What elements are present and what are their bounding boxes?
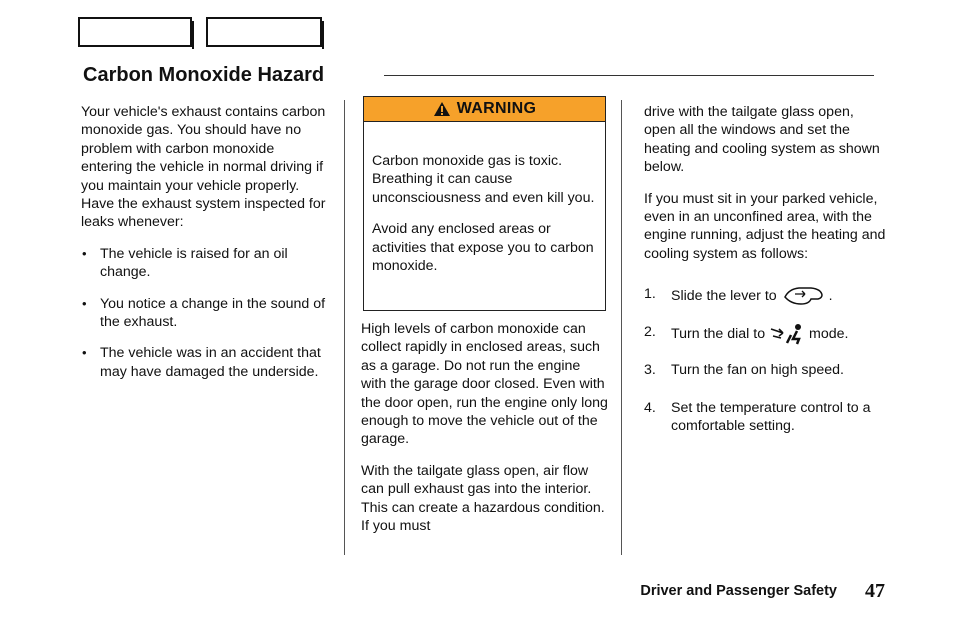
page-title: Carbon Monoxide Hazard [83,64,325,86]
column-divider [621,100,622,555]
section-name: Driver and Passenger Safety [640,583,837,599]
column-right [644,103,888,435]
nav-button-next[interactable] [206,17,322,47]
column-divider [344,100,345,555]
column-left [81,103,327,381]
step-text: Turn the dial to [671,326,766,342]
step-number: 1. [644,286,656,303]
step-text: Set the temperature control to a comfortable setting. [671,399,871,435]
body-paragraph: If you must sit in your parked vehicle, even in an unconfined area, with the engine running, adjust the heating and cooling system as follows: [644,190,886,262]
warning-text: Carbon monoxide gas is toxic. Breathing it can cause unconsciousness and even kill you. [372,153,595,206]
warning-text: Avoid any enclosed areas or activities that expose you to carbon monoxide. [372,221,594,275]
list-item: • You notice a change in the sound of the exhaust. [81,295,327,332]
title-rule [384,75,874,76]
warning-header [364,97,605,122]
body-paragraph: drive with the tailgate glass open, open all the windows and set the heating and cooling system as shown below. [644,104,880,176]
intro-paragraph: Your vehicle's exhaust contains carbon monoxide gas. You should have no problem with carbon monoxide entering the vehicle in normal driving if you maintain your vehicle properly. Have the exhaust system inspected for leaks whenever: [81,104,326,231]
steps-list [644,285,888,435]
list-item [644,323,888,345]
fresh-air-icon [781,285,825,307]
page-number: 47 [865,580,885,602]
body-paragraph: With the tailgate glass open, air flow can pull exhaust gas into the interior. This can create a hazardous condition. If you must [361,462,605,535]
vent-mode-icon [769,323,805,345]
nav-button-previous[interactable] [78,17,192,47]
list-item [644,361,888,379]
list-item: • The vehicle is raised for an oil change. [81,245,327,282]
list-item [644,399,888,436]
step-number: 3. [644,362,656,379]
body-paragraph: High levels of carbon monoxide can collect rapidly in enclosed areas, such as a garage. Do not run the engine with the garage door closed. Even with the door open, run the engine only long enough to move the vehicle out of the garage. [361,321,608,448]
step-text: . [828,288,833,304]
list-item [644,285,888,307]
column-middle [361,320,609,535]
step-text: mode. [809,326,849,342]
warning-box [363,96,606,311]
step-number: 2. [644,324,656,341]
warning-label: WARNING [456,100,537,117]
warning-triangle-icon [433,101,451,117]
list-item: • The vehicle was in an accident that may have damaged the underside. [81,344,327,381]
step-number: 4. [644,399,656,416]
step-text: Turn the fan on high speed. [671,362,844,379]
inspection-list [81,245,327,381]
step-text: Slide the lever to [671,288,777,304]
